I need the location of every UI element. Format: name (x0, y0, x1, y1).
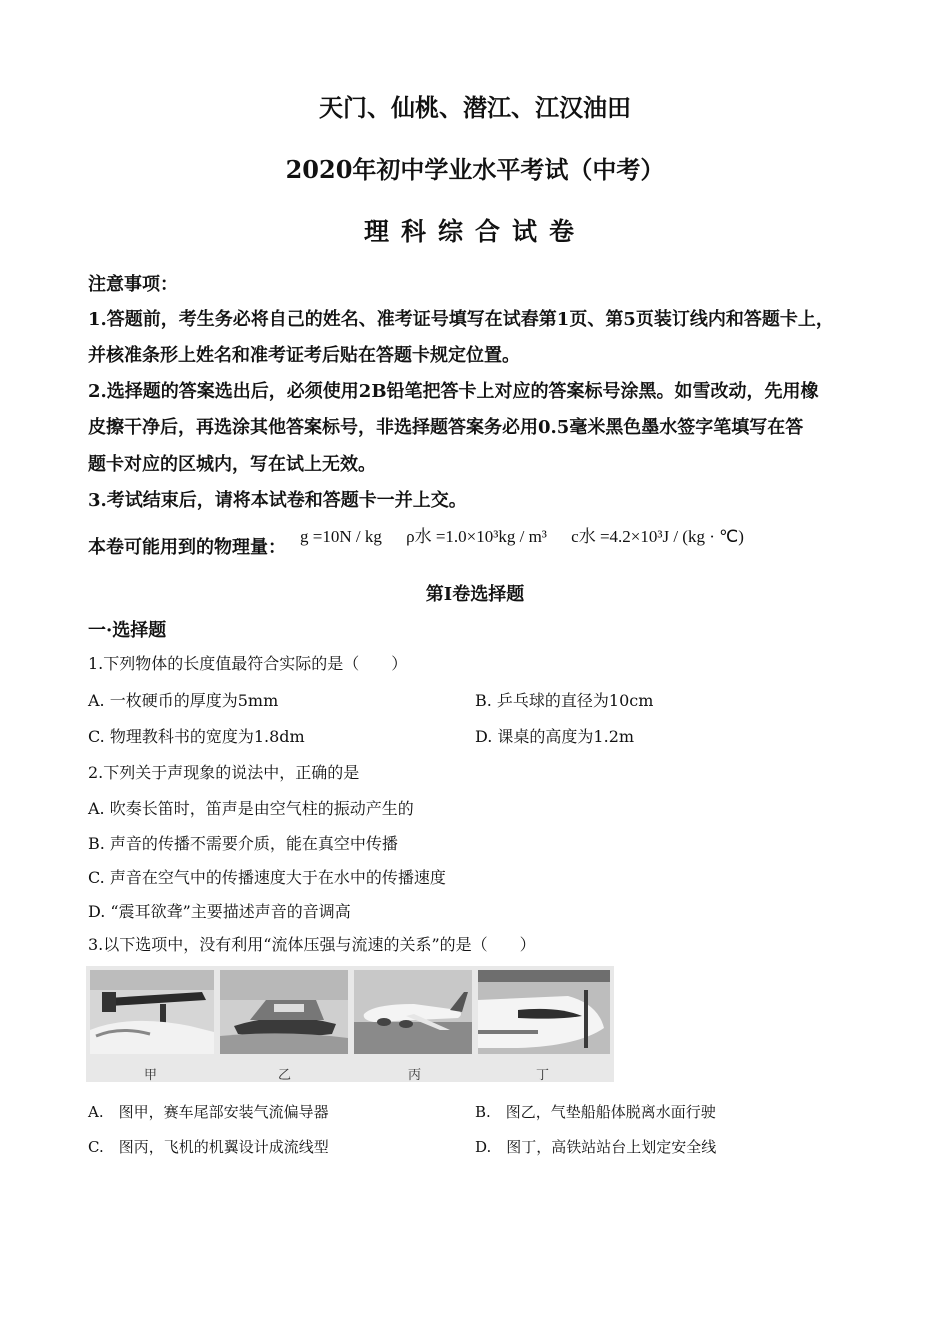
question-1-option-b: B. 乒乓球的直径为10cm (475, 691, 654, 710)
question-3-stem: 3.以下选项中，没有利用“流体压强与流速的关系”的是（ ） (88, 935, 536, 954)
note-item-3: 3.考试结束后，请将本试卷和答题卡一并上交。 (88, 490, 467, 511)
notes-heading: 注意事项： (88, 274, 178, 295)
formula-rho: ρ水 =1.0×10³kg / m³ (406, 527, 547, 546)
question-3-option-b: B. 图乙，气垫船船体脱离水面行驶 (475, 1103, 716, 1121)
airplane-image (354, 970, 472, 1054)
physics-formulas (300, 522, 764, 547)
image-caption-ding: 丁 (536, 1068, 550, 1083)
question-2-option-a: A. 吹奏长笛时，笛声是由空气柱的振动产生的 (88, 799, 414, 818)
hovercraft-image (220, 970, 348, 1054)
question-1-option-d: D. 课桌的高度为1.2m (475, 727, 635, 746)
note-item-2-line-2: 皮擦干净后，再选涂其他答案标号，非选择题答案务必用0.5毫米黑色墨水签字笔填写在答 (88, 417, 804, 438)
exam-year-title: 2020年初中学业水平考试（中考） (285, 155, 665, 184)
physics-quantities-label: 本卷可能用到的物理量： (88, 537, 286, 558)
formula-c: c水 =4.2×10³J / (kg · ℃) (571, 527, 744, 546)
question-3-option-a: A. 图甲，赛车尾部安装气流偏导器 (88, 1103, 329, 1121)
exam-subject-title: 理科综合试卷 (363, 217, 586, 246)
note-item-2-line-3: 题卡对应的区城内，写在试上无效。 (88, 454, 376, 475)
note-item-2-line-1: 2.选择题的答案选出后，必须使用2B铅笔把答卡上对应的答案标号涂黑。如雪改动，先用橡 (88, 381, 819, 402)
high-speed-train-image (478, 970, 610, 1054)
question-2-option-c: C. 声音在空气中的传播速度大于在水中的传播速度 (88, 868, 446, 887)
question-3-images (86, 966, 614, 1082)
race-car-spoiler-image (90, 970, 214, 1054)
formula-g: g =10N / kg (300, 527, 382, 546)
exam-region-title: 天门、仙桃、潜江、江汉油田 (319, 93, 631, 122)
question-3-option-d: D. 图丁，高铁站站台上划定安全线 (475, 1138, 717, 1156)
image-caption-jia: 甲 (144, 1068, 158, 1083)
question-2-option-b: B. 声音的传播不需要介质，能在真空中传播 (88, 834, 398, 853)
section-title: 第Ⅰ卷选择题 (425, 584, 525, 605)
question-1-stem: 1.下列物体的长度值最符合实际的是（ ） (88, 654, 408, 673)
question-1-option-a: A. 一枚硬币的厚度为5mm (88, 691, 279, 710)
image-caption-bing: 丙 (408, 1068, 422, 1083)
image-caption-yi: 乙 (278, 1068, 292, 1083)
question-3-option-c: C. 图丙，飞机的机翼设计成流线型 (88, 1138, 329, 1156)
note-item-1-line-1: 1.答题前，考生务必将自己的姓名、准考证号填写在试舂第1页、第5页装订线内和答题卡上， (88, 309, 834, 330)
question-2-stem: 2.下列关于声现象的说法中，正确的是 (88, 763, 360, 782)
part-title: 一·选择题 (88, 620, 167, 641)
note-item-1-line-2: 并核准条形上姓名和准考证考后贴在答题卡规定位置。 (88, 345, 520, 366)
question-1-option-c: C. 物理教科书的宽度为1.8dm (88, 727, 305, 746)
question-2-option-d: D. “震耳欲聋”主要描述声音的音调高 (88, 902, 351, 921)
